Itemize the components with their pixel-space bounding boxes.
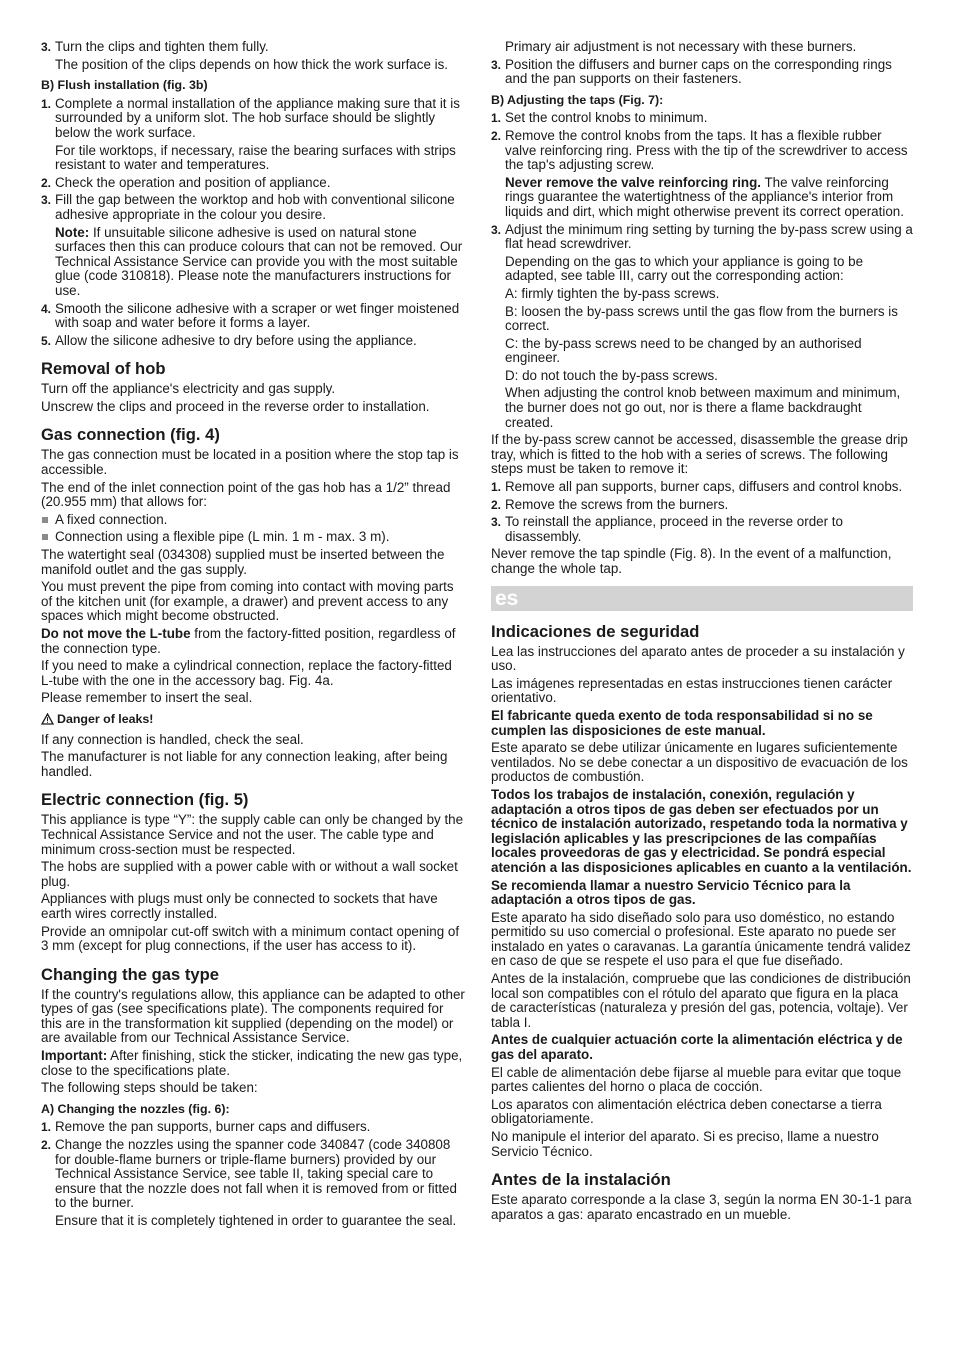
note-paragraph: Note: If unsuitable silicone adhesive is used on natural stone surfaces then this can produce colours that can not be removed. Our Technical Assistance Service can provide you with the most suitable glue (code 310818). Please note the manufacturers instructions for use. (55, 224, 463, 298)
paragraph: Do not move the L-tube from the factory-fitted position, regardless of the connection type. (41, 626, 456, 656)
paragraph: El fabricante queda exento de toda responsabilidad si no se cumplen las disposiciones de este manual. (491, 707, 873, 738)
paragraph: Never remove the tap spindle (Fig. 8). In the event of a malfunction, change the whole tap. (491, 546, 892, 576)
list-item: 4. Smooth the silicone adhesive with a scraper or wet finger moistened with soap and water before it forms a layer. (41, 300, 460, 331)
paragraph: Este aparato ha sido diseñado solo para uso doméstico, no estando permitido su uso comercial o profesional. Este aparato no puede ser instalado en yates o caravanas. La garantía únicamente tendrá validez en caso de que se respete el uso para el que fue diseñado. (491, 909, 911, 969)
section-heading: Gas connection (fig. 4) (41, 425, 220, 445)
paragraph: If any connection is handled, check the seal. (41, 731, 304, 747)
list-item: 3. Fill the gap between the worktop and hob with conventional silicone adhesive appropriate in the colour you desire. (41, 192, 455, 222)
paragraph: No manipule el interior del aparato. Si es preciso, llame a nuestro Servicio Técnico. (491, 1129, 879, 1159)
list-item: 3. To reinstall the appliance, proceed in the reverse order to disassembly. (491, 514, 843, 544)
list-item: 1. Set the control knobs to minimum. (491, 110, 708, 126)
paragraph: When adjusting the control knob between maximum and minimum, the burner does not go out, nor is there a flame backdraught created. (505, 385, 901, 430)
paragraph: Important: After finishing, stick the sticker, indicating the new gas type, close to the specifications plate. (41, 1048, 463, 1078)
list-item: 1. Remove the pan supports, burner caps and diffusers. (41, 1119, 371, 1135)
section-heading: Changing the gas type (41, 964, 219, 984)
paragraph: The watertight seal (034308) supplied must be inserted between the manifold outlet and the gas supply. (41, 547, 445, 577)
paragraph: Antes de la instalación, compruebe que las condiciones de distribución local son compatibles con el rótulo del aparato que figura en la placa de características (naturaleza y presión del gas, potencia, voltaje). Ver tabla I. (491, 971, 911, 1030)
list-item: 3. Adjust the minimum ring setting by turning the by-pass screw using a flat head screwdriver. (491, 221, 913, 252)
paragraph: Lea las instrucciones del aparato antes de proceder a su instalación y uso. (491, 643, 905, 674)
right-column (491, 40, 913, 1225)
list-item: 2. Check the operation and position of appliance. (41, 174, 331, 190)
list-item: 2. Remove the control knobs from the taps. It has a flexible rubber valve reinforcing ring. Press with the tip of the screwdriver to access the tap's adjusting screw. (491, 127, 908, 173)
paragraph: Provide an omnipolar cut-off switch with a minimum contact opening of 3 mm (except for plug connections, if the user has access to it). (41, 923, 460, 954)
bullet-square-icon (42, 517, 48, 523)
paragraph: Las imágenes representadas en estas instrucciones tienen carácter orientativo. (491, 675, 893, 706)
paragraph: The hobs are supplied with a power cable with or without a wall socket plug. (41, 859, 458, 889)
bullet-item: A fixed connection. (41, 513, 465, 528)
subheading: B) Flush installation (fig. 3b) (41, 78, 208, 93)
paragraph: Los aparatos con alimentación eléctrica deben conectarse a tierra obligatoriamente. (491, 1096, 882, 1127)
paragraph: This appliance is type “Y”: the supply cable can only be changed by the Technical Assistance Service and not the user. The cable type and minimum cross-section must be respected. (41, 812, 464, 857)
paragraph: Este aparato se debe utilizar únicamente en lugares suficientemente ventilados. No se debe conectar a un dispositivo de evacuación de los productos de combustión. (491, 740, 908, 785)
paragraph: Please remember to insert the seal. (41, 690, 253, 706)
paragraph: The end of the inlet connection point of the gas hob has a 1/2” thread (20.955 mm) that allows for: (41, 479, 451, 510)
paragraph: B: loosen the by-pass screws until the gas flow from the burners is correct. (505, 303, 898, 334)
list-item: 1. Complete a normal installation of the appliance making sure that it is surrounded by a uniform slot. The hob surface should be slightly below the work surface. (41, 95, 460, 140)
paragraph: You must prevent the pipe from coming into contact with moving parts of the kitchen unit (for example, a drawer) and prevent access to any spaces which might become obstructed. (41, 579, 454, 624)
paragraph: Depending on the gas to which your appliance is going to be adapted, see table III, carry out the corresponding action: (505, 253, 864, 284)
list-item: 2. Remove the screws from the burners. (491, 496, 729, 512)
paragraph: The position of the clips depends on how thick the work surface is. (55, 56, 449, 72)
paragraph: The manufacturer is not liable for any connection leaking, after being handled. (41, 749, 448, 779)
paragraph: Antes de cualquier actuación corte la alimentación eléctrica y de gas del aparato. (491, 1032, 903, 1063)
paragraph: Se recomienda llamar a nuestro Servicio Técnico para la adaptación a otros tipos de gas. (491, 877, 851, 908)
section-heading: Antes de la instalación (491, 1170, 671, 1190)
paragraph: Ensure that it is completely tightened in order to guarantee the seal. (55, 1213, 457, 1228)
paragraph: If you need to make a cylindrical connection, replace the factory-fitted L-tube with the one in the accessory bag. Fig. 4a. (41, 658, 452, 688)
paragraph: Turn off the appliance's electricity and gas supply. (41, 381, 336, 397)
bullet-item: Connection using a flexible pipe (L min. 1 m - max. 3 m). (41, 530, 465, 545)
paragraph: The gas connection must be located in a position where the stop tap is accessible. (41, 447, 459, 478)
paragraph: Never remove the valve reinforcing ring. The valve reinforcing rings guarantee the watertightness of the appliance's interior from liquids and dirt, which might otherwise prevent its correct operation. (505, 174, 904, 219)
language-bar: es (491, 586, 913, 611)
subheading: B) Adjusting the taps (Fig. 7): (491, 92, 664, 107)
list-item: 5. Allow the silicone adhesive to dry before using the appliance. (41, 332, 417, 348)
warning-triangle-icon (41, 713, 54, 729)
paragraph: D: do not touch the by-pass screws. (505, 367, 718, 383)
paragraph: For tile worktops, if necessary, raise the bearing surfaces with strips resistant to water and temperatures. (55, 142, 456, 173)
paragraph: Todos los trabajos de instalación, conexión, regulación y adaptación a otros tipos de gas deben ser efectuados por un técnico de instalación autorizado, respetando toda la normativa y legislación aplicables y las prescripciones de las compañías locales proveedoras de gas y electricidad. Se pondrá especial atención a las disposiciones aplicables en cuanto a la ventilación. (491, 786, 912, 875)
section-heading: Electric connection (fig. 5) (41, 790, 249, 810)
list-item: 3. Position the diffusers and burner caps on the corresponding rings and the pan supports on their fasteners. (491, 56, 892, 87)
left-column (41, 40, 465, 1232)
warning-heading: Danger of leaks! (41, 712, 465, 729)
paragraph: A: firmly tighten the by-pass screws. (505, 285, 720, 301)
paragraph: If the country's regulations allow, this appliance can be adapted to other types of gas (see specifications plate). The components required for this are in the transformation kit supplied (depending on the model) or are available from our Technical Assistance Service. (41, 986, 465, 1046)
section-heading: Indicaciones de seguridad (491, 621, 700, 641)
paragraph: Appliances with plugs must only be connected to sockets that have earth wires correctly installed. (41, 891, 438, 921)
paragraph: El cable de alimentación debe fijarse al mueble para evitar que toque partes calientes del horno o placa de cocción. (491, 1064, 902, 1095)
subheading: A) Changing the nozzles (fig. 6): (41, 1101, 230, 1116)
paragraph: If the by-pass screw cannot be accessed, disassemble the grease drip tray, which is fitted to the hob with a series of screws. The following steps must be taken to remove it: (491, 432, 908, 477)
paragraph: Primary air adjustment is not necessary with these burners. (505, 39, 857, 54)
paragraph: The following steps should be taken: (41, 1080, 258, 1096)
paragraph: Unscrew the clips and proceed in the reverse order to installation. (41, 398, 430, 414)
section-heading: Removal of hob (41, 359, 166, 379)
list-item: 2. Change the nozzles using the spanner code 340847 (code 340808 for double-flame burners or triple-flame burners) provided by our Technical Assistance Service, see table II, taking special care to ensure that the nozzle does not fall when it is removed from or fitted to the burner. (41, 1137, 457, 1211)
list-item: 1. Remove all pan supports, burner caps, diffusers and control knobs. (491, 479, 903, 495)
paragraph: Este aparato corresponde a la clase 3, según la norma EN 30-1-1 para aparatos a gas: aparato encastrado en un mueble. (491, 1192, 912, 1222)
bullet-square-icon (42, 534, 48, 540)
list-item: 3. Turn the clips and tighten them fully. (41, 39, 269, 54)
paragraph: C: the by-pass screws need to be changed by an authorised engineer. (505, 335, 862, 366)
